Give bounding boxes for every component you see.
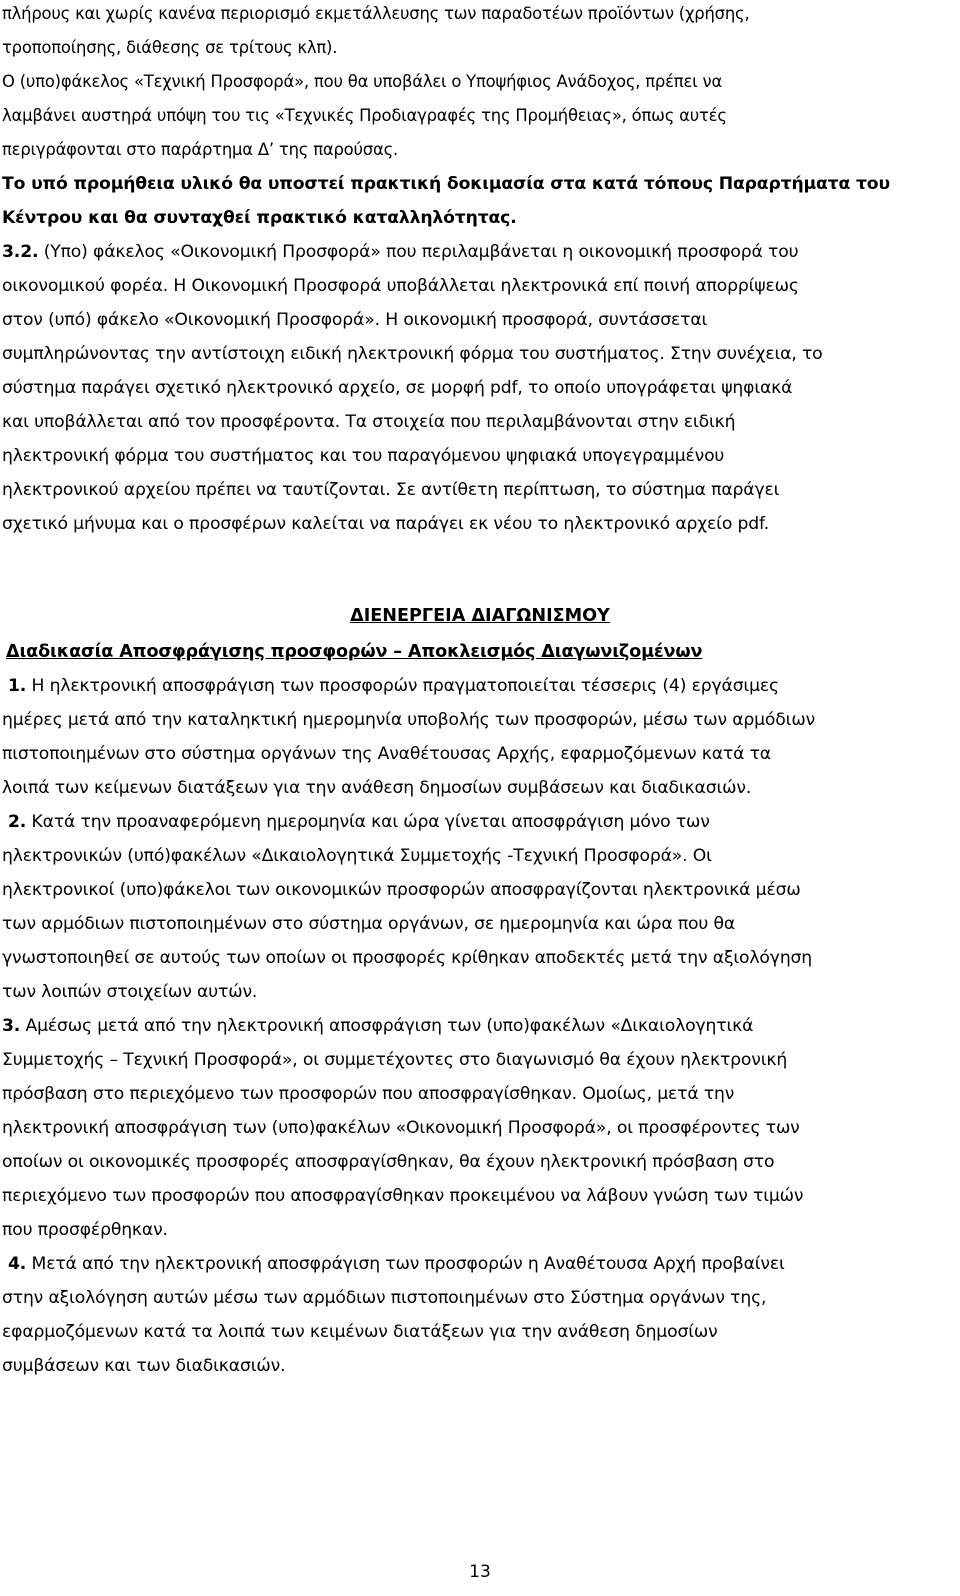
text-line: ημέρες μετά από την καταληκτική ημερομηνία υποβολής των προσφορών, μέσω των αρμόδιων [2, 710, 816, 730]
item-text: Μετά από την ηλεκτρονική αποσφράγιση των προσφορών η Αναθέτουσα Αρχή προβαίνει [26, 1254, 785, 1274]
section-number: 3.2. [2, 242, 39, 262]
text-line: λοιπά των κείμενων διατάξεων για την ανάθεση δημοσίων συμβάσεων και διαδικασιών. [2, 778, 752, 798]
text-line: πλήρους και χωρίς κανένα περιορισμό εκμετάλλευσης των παραδοτέων προϊόντων (χρήσης, [2, 4, 750, 23]
list-item [8, 674, 779, 698]
text-line: πιστοποιημένων στο σύστημα οργάνων της Αναθέτουσας Αρχής, εφαρμοζόμενων κατά τα [2, 744, 771, 764]
text-line: ηλεκτρονικών (υπό)φακέλων «Δικαιολογητικά Συμμετοχής -Τεχνική Προσφορά». Οι [2, 846, 712, 866]
list-item [8, 810, 710, 834]
item-number: 2. [8, 812, 27, 832]
text-line: τροποποίησης, διάθεσης σε τρίτους κλπ). [2, 38, 338, 57]
text-line: και υποβάλλεται από τον προσφέροντα. Τα στοιχεία που περιλαμβάνονται στην ειδική [2, 412, 736, 432]
section-heading: ΔΙΕΝΕΡΓΕΙΑ ΔΙΑΓΩΝΙΣΜΟΥ [350, 606, 610, 626]
list-item [8, 1252, 785, 1276]
text-line: συμβάσεων και των διαδικασιών. [2, 1356, 286, 1376]
text-line: σύστημα παράγει σχετικό ηλεκτρονικό αρχείο, σε μορφή pdf, το οποίο υπογράφεται ψηφιακά [2, 378, 793, 398]
text-line: ηλεκτρονική φόρμα του συστήματος και του παραγόμενου ψηφιακά υπογεγραμμένου [2, 446, 725, 466]
text-line: Ο (υπο)φάκελος «Τεχνική Προσφορά», που θα υποβάλει ο Υποψήφιος Ανάδοχος, πρέπει να [2, 72, 723, 91]
text-line: συμπληρώνοντας την αντίστοιχη ειδική ηλεκτρονική φόρμα του συστήματος. Στην συνέχεια, το [2, 344, 823, 364]
text-line: ηλεκτρονικού αρχείου πρέπει να ταυτίζονται. Σε αντίθετη περίπτωση, το σύστημα παράγει [2, 480, 780, 500]
section-text: (Υπο) φάκελος «Οικονομική Προσφορά» που περιλαμβάνεται η οικονομική προσφορά του [38, 242, 799, 262]
text-line: στην αξιολόγηση αυτών μέσω των αρμόδιων πιστοποιημένων στο Σύστημα οργάνων της, [2, 1288, 767, 1308]
bold-text-line: Το υπό προμήθεια υλικό θα υποστεί πρακτική δοκιμασία στα κατά τόπους Παραρτήματα του [2, 174, 890, 194]
section-3-2-line [2, 240, 798, 264]
item-number: 4. [8, 1254, 27, 1274]
text-line: των λοιπών στοιχείων αυτών. [2, 982, 258, 1002]
item-text: Η ηλεκτρονική αποσφράγιση των προσφορών πραγματοποιείται τέσσερις (4) εργάσιμες [26, 676, 779, 696]
text-line: περιγράφονται στο παράρτημα Δ’ της παρούσας. [2, 140, 399, 159]
sub-heading: Διαδικασία Αποσφράγισης προσφορών – Αποκλεισμός Διαγωνιζομένων [6, 642, 703, 662]
item-text: Αμέσως μετά από την ηλεκτρονική αποσφράγιση των (υπο)φακέλων «Δικαιολογητικά [20, 1016, 754, 1036]
item-number: 3. [2, 1016, 21, 1036]
text-line: περιεχόμενο των προσφορών που αποσφραγίσθηκαν προκειμένου να λάβουν γνώση των τιμών [2, 1186, 804, 1206]
text-line: των αρμόδιων πιστοποιημένων στο σύστημα οργάνων, σε ημερομηνία και ώρα που θα [2, 914, 736, 934]
text-line: σχετικό μήνυμα και ο προσφέρων καλείται να παράγει εκ νέου το ηλεκτρονικό αρχείο pdf. [2, 514, 770, 534]
text-line: που προσφέρθηκαν. [2, 1220, 168, 1240]
text-line: εφαρμοζόμενων κατά τα λοιπά των κειμένων διατάξεων για την ανάθεση δημοσίων [2, 1322, 718, 1342]
text-line: οποίων οι οικονομικές προσφορές αποσφραγίσθηκαν, θα έχουν ηλεκτρονική πρόσβαση στο [2, 1152, 775, 1172]
text-line: ηλεκτρονική αποσφράγιση των (υπο)φακέλων «Οικονομική Προσφορά», οι προσφέροντες των [2, 1118, 800, 1138]
item-text: Κατά την προαναφερόμενη ημερομηνία και ώρα γίνεται αποσφράγιση μόνο των [26, 812, 710, 832]
text-line: γνωστοποιηθεί σε αυτούς των οποίων οι προσφορές κρίθηκαν αποδεκτές μετά την αξιολόγηση [2, 948, 813, 968]
list-item [2, 1014, 753, 1038]
page-number: 13 [469, 1562, 491, 1582]
bold-text-line: Κέντρου και θα συνταχθεί πρακτικό καταλληλότητας. [2, 208, 517, 228]
text-line: ηλεκτρονικοί (υπο)φάκελοι των οικονομικών προσφορών αποσφραγίζονται ηλεκτρονικά μέσω [2, 880, 801, 900]
text-line: πρόσβαση στο περιεχόμενο των προσφορών που αποσφραγίσθηκαν. Ομοίως, μετά την [2, 1084, 735, 1104]
text-line: στον (υπό) φάκελο «Οικονομική Προσφορά». Η οικονομική προσφορά, συντάσσεται [2, 310, 708, 330]
text-line: Συμμετοχής – Τεχνική Προσφορά», οι συμμετέχοντες στο διαγωνισμό θα έχουν ηλεκτρονική [2, 1050, 788, 1070]
item-number: 1. [8, 676, 27, 696]
text-line: οικονομικού φορέα. Η Οικονομική Προσφορά υποβάλλεται ηλεκτρονικά επί ποινή απορρίψεως [2, 276, 799, 296]
text-line: λαμβάνει αυστηρά υπόψη του τις «Τεχνικές Προδιαγραφές της Προμήθειας», όπως αυτές [2, 106, 727, 125]
